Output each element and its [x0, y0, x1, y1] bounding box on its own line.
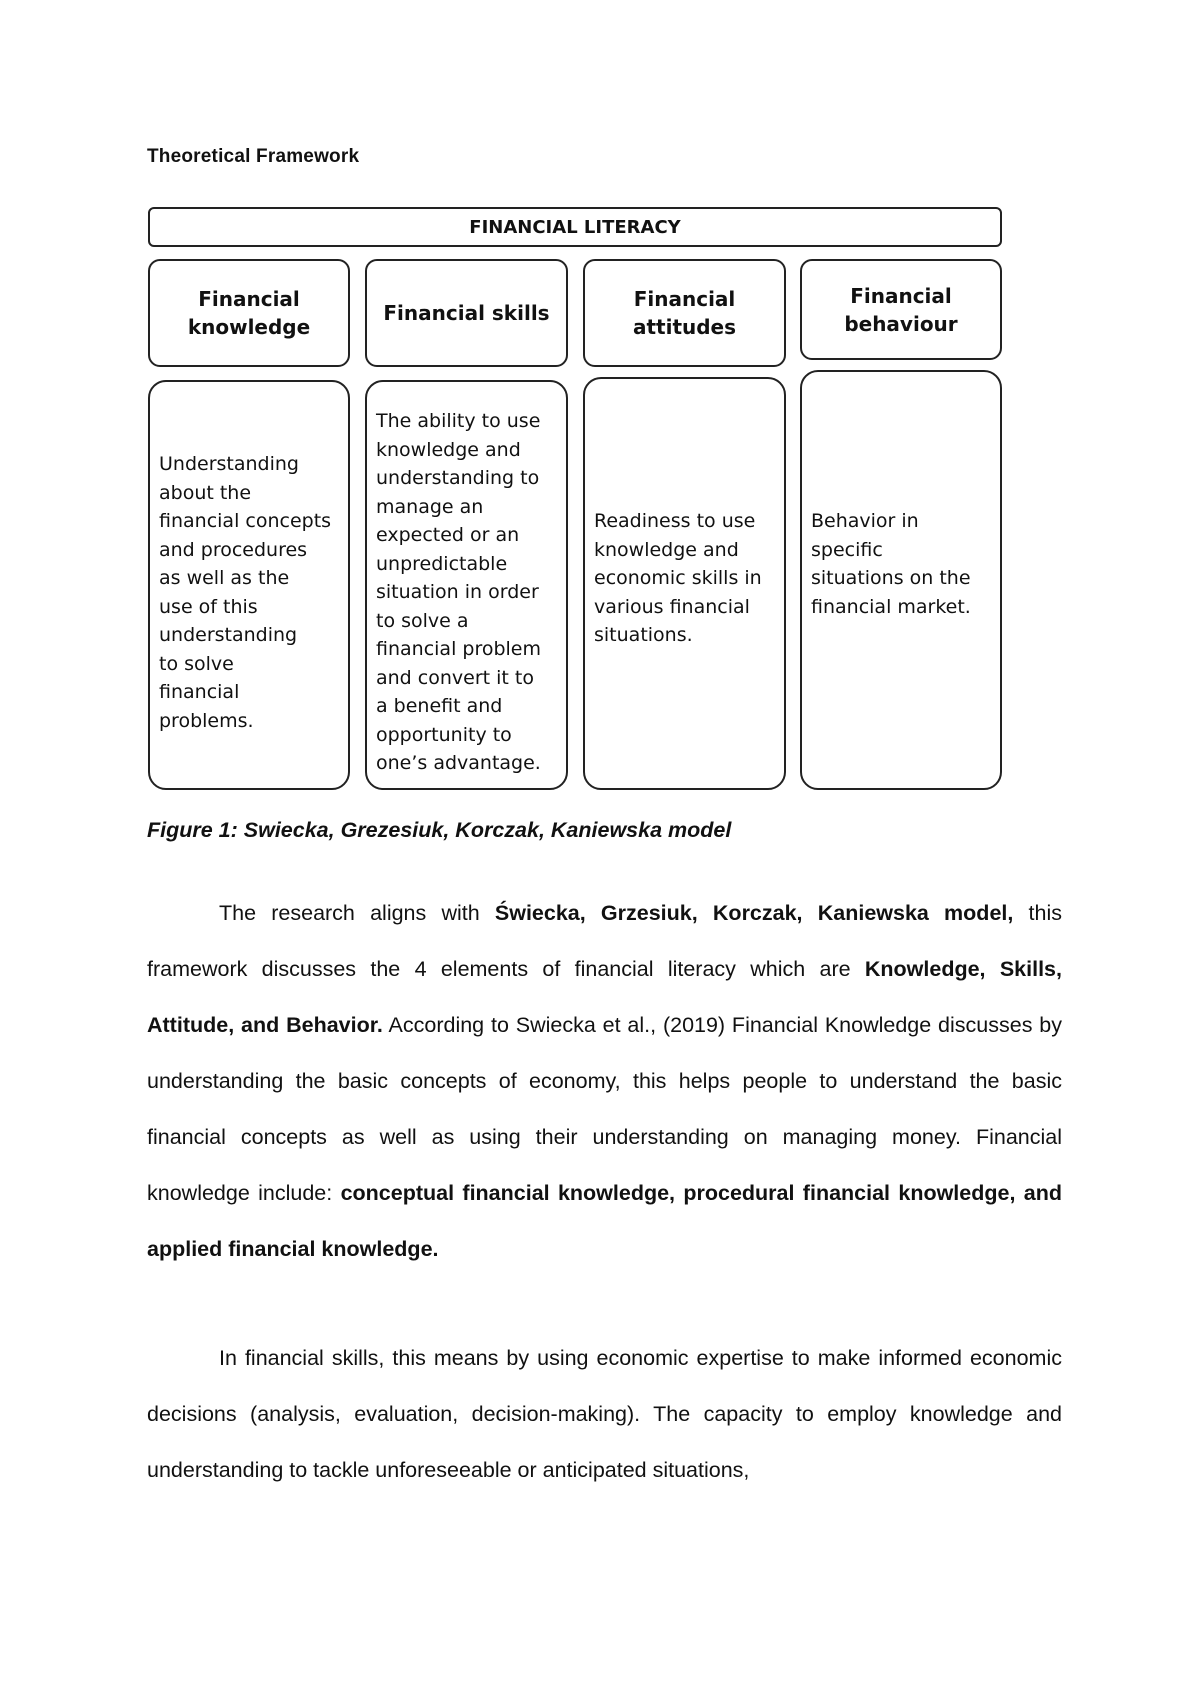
financial-behaviour-heading: Financial behaviour — [800, 259, 1002, 360]
paragraph-1-bold-1: Świecka, Grzesiuk, Korczak, Kaniewska model, — [494, 901, 1014, 925]
paragraph-1-text-2: this framework discusses the 4 elements of financial literacy which are — [147, 901, 1063, 981]
body-paragraph-2 — [147, 1330, 1062, 1498]
section-heading: Theoretical Framework — [147, 146, 360, 167]
paragraph-1-bold-3: conceptual financial knowledge, procedural financial knowledge, and applied financial knowledge. — [147, 1181, 1062, 1261]
financial-knowledge-heading: Financial knowledge — [148, 259, 350, 367]
paragraph-1-text-3: According to Swiecka et al., (2019) Financial Knowledge discusses by understanding the basic concepts of economy, this helps people to understand the basic financial concepts as well as using their understanding on managing money. Financial knowledge include: — [147, 1013, 1062, 1205]
financial-literacy-title-box: FINANCIAL LITERACY — [148, 207, 1002, 247]
paragraph-2-text: In financial skills, this means by using economic expertise to make informed economic decisions (analysis, evaluation, decision-making). The capacity to employ knowledge and understanding to tackle unforeseeable or anticipated situations, — [147, 1346, 1062, 1482]
financial-skills-heading: Financial skills — [365, 259, 568, 367]
financial-attitudes-heading: Financial attitudes — [583, 259, 786, 367]
body-paragraph-1 — [147, 885, 1062, 1277]
paragraph-1-text-1: The research aligns with — [219, 901, 495, 925]
paragraph-1-bold-2: Knowledge, Skills, Attitude, and Behavior. — [147, 957, 1062, 1037]
financial-literacy-diagram — [148, 207, 1002, 790]
financial-knowledge-description: Understanding about the financial concepts and procedures as well as the use of this understanding to solve financial problems. — [148, 380, 350, 790]
financial-skills-description: The ability to use knowledge and understanding to manage an expected or an unpredictable situation in order to solve a financial problem and convert it to a benefit and opportunity to one’s advantage. — [365, 380, 568, 790]
financial-attitudes-description: Readiness to use knowledge and economic skills in various financial situations. — [583, 377, 786, 790]
financial-behaviour-description: Behavior in specific situations on the financial market. — [800, 370, 1002, 790]
figure-caption: Figure 1: Swiecka, Grezesiuk, Korczak, Kaniewska model — [147, 818, 732, 842]
